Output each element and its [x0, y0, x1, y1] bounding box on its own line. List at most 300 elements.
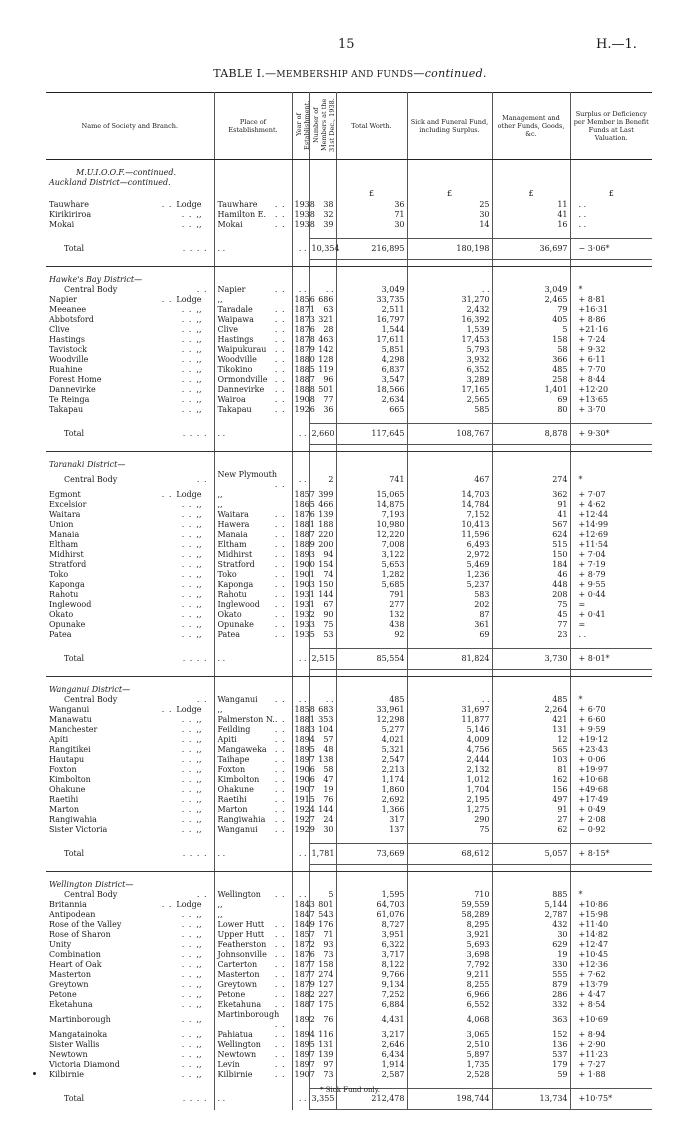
surplus-per-member: + 8·79 [578, 570, 606, 579]
surplus-per-member: + 7·70 [578, 365, 606, 374]
branch-name: Manchester ,, . . [46, 725, 214, 735]
spacer-cell [407, 670, 492, 677]
place-of-establishment: ,, [214, 910, 292, 920]
spacer-cell [407, 160, 492, 169]
table-row [46, 795, 652, 805]
table-row [46, 960, 652, 970]
place-of-establishment: Foxton . . [214, 765, 292, 775]
total-surplus: + 9·30* [570, 424, 652, 445]
total-worth: 1,282 [336, 570, 407, 580]
branch-type: ,, [196, 1060, 202, 1069]
management-fund: 11 [492, 200, 570, 210]
spacer-cell [336, 160, 407, 169]
surplus-per-member: +11·40 [578, 920, 609, 929]
total-worth: 30 [336, 220, 407, 230]
year-established: 1881 [292, 715, 309, 725]
branch-type: ,, [196, 550, 202, 559]
year-established: 1915 [292, 795, 309, 805]
place-of-establishment: Woodville . . [214, 355, 292, 365]
table-row [46, 315, 652, 325]
total-worth: 36 [336, 200, 407, 210]
total-worth: 16,797 [336, 315, 407, 325]
branch-type: ,, [196, 590, 202, 599]
member-count: 175 [309, 1000, 336, 1010]
total-worth: 7,193 [336, 510, 407, 520]
table-row [46, 950, 652, 960]
spacer-row [46, 640, 652, 649]
table-row [46, 1030, 652, 1040]
table-row [46, 920, 652, 930]
district-heading [46, 275, 652, 285]
place-of-establishment: Lower Hutt . . [214, 920, 292, 930]
management-fund: 330 [492, 960, 570, 970]
branch-type: ,, [196, 805, 202, 814]
branch-type: ,, [196, 1000, 202, 1009]
spacer-cell [492, 872, 570, 881]
management-fund: 179 [492, 1060, 570, 1070]
branch-name: Opunake ,, . . [46, 620, 214, 630]
management-fund: 432 [492, 920, 570, 930]
branch-name: Rahotu ,, . . [46, 590, 214, 600]
surplus-per-member: + 8·86 [578, 315, 606, 324]
sick-fund: 1,704 [407, 785, 492, 795]
table-row [46, 705, 652, 715]
branch-name: Masterton ,, . . [46, 970, 214, 980]
total-worth: 1,595 [336, 890, 407, 900]
table-row [46, 805, 652, 815]
total-year: . . [292, 649, 309, 670]
management-fund: 41 [492, 510, 570, 520]
surplus-per-member: +49·68 [578, 785, 609, 794]
branch-type: ,, [196, 1050, 202, 1059]
total-worth: 2,634 [336, 395, 407, 405]
year-established: . . [292, 470, 309, 490]
spacer-cell [292, 685, 309, 695]
spacer-cell [292, 260, 309, 267]
sick-fund: 31,270 [407, 295, 492, 305]
place-of-establishment: Petone . . [214, 990, 292, 1000]
branch-name: Tauwhare Lodge . . [46, 200, 214, 210]
central-body-row [46, 285, 652, 295]
spacer-cell [492, 880, 570, 890]
spacer-cell [46, 872, 214, 881]
spacer-cell [292, 460, 309, 470]
branch-name: Mangatainoka ,, . . [46, 1030, 214, 1040]
surplus-per-member: +16·31 [578, 305, 609, 314]
member-count: 353 [309, 715, 336, 725]
spacer-cell [336, 230, 407, 239]
spacer-cell [492, 445, 570, 452]
spacer-cell [407, 445, 492, 452]
member-count: 150 [309, 580, 336, 590]
currency-cell [309, 188, 336, 200]
year-established: 1887 [292, 1000, 309, 1010]
member-count: 220 [309, 530, 336, 540]
year-established: 1893 [292, 550, 309, 560]
spacer-cell [292, 230, 309, 239]
total-worth: 92 [336, 630, 407, 640]
sick-fund: 5,897 [407, 1050, 492, 1060]
sick-fund: 1,012 [407, 775, 492, 785]
branch-name: Victoria Diamond ,, . . [46, 1060, 214, 1070]
spacer-cell [570, 880, 652, 890]
surplus-per-member: + 4·47 [578, 990, 606, 999]
total-worth: 3,717 [336, 950, 407, 960]
year-established: 1892 [292, 1010, 309, 1030]
management-fund: 19 [492, 950, 570, 960]
total-worth: 277 [336, 600, 407, 610]
year-established: 1849 [292, 920, 309, 930]
management-fund: 1,401 [492, 385, 570, 395]
branch-type: ,, [196, 970, 202, 979]
surplus-per-member: +19·97 [578, 765, 609, 774]
member-count: 75 [309, 620, 336, 630]
year-established: 1929 [292, 825, 309, 835]
spacer-cell [214, 460, 292, 470]
year-established: 1880 [292, 355, 309, 365]
management-fund: 80 [492, 405, 570, 415]
total-surplus: +10·75* [570, 1089, 652, 1110]
spacer-cell [309, 230, 336, 239]
total-label: Total . . . . [46, 424, 214, 445]
year-established: 1881 [292, 520, 309, 530]
separator-row [46, 445, 652, 452]
total-worth: 64,703 [336, 900, 407, 910]
member-count: 801 [309, 900, 336, 910]
branch-type: ,, [196, 220, 202, 229]
col-header-name: Name of Society and Branch. [46, 93, 214, 160]
management-fund: 286 [492, 990, 570, 1000]
branch-type: ,, [196, 1015, 202, 1024]
table-row [46, 510, 652, 520]
place-of-establishment: Carterton . . [214, 960, 292, 970]
branch-name: Sister Wallis ,, . . [46, 1040, 214, 1050]
table-row [46, 560, 652, 570]
surplus-per-member: +11·23 [578, 1050, 609, 1059]
branch-name: Manawatu ,, . . [46, 715, 214, 725]
total-worth: 2,511 [336, 305, 407, 315]
branch-type: ,, [196, 325, 202, 334]
member-count: 74 [309, 570, 336, 580]
surplus-per-member: + 8·54 [578, 1000, 606, 1009]
spacer-cell [214, 275, 292, 285]
spacer-cell [407, 230, 492, 239]
branch-type: ,, [196, 570, 202, 579]
management-fund: 363 [492, 1010, 570, 1030]
place-of-establishment: Taihape . . [214, 755, 292, 765]
spacer-cell [336, 685, 407, 695]
management-fund: 45 [492, 610, 570, 620]
year-established: 1858 [292, 705, 309, 715]
spacer-cell [292, 835, 309, 844]
branch-name: Hastings ,, . . [46, 335, 214, 345]
total-row [46, 649, 652, 670]
place-of-establishment: Patea . . [214, 630, 292, 640]
year-established: 1897 [292, 1060, 309, 1070]
surplus-per-member: * [578, 890, 583, 899]
col-header-place: Place of Establishment. [214, 93, 292, 160]
total-worth: 216,895 [336, 239, 407, 260]
sick-fund: 2,195 [407, 795, 492, 805]
management-fund: 555 [492, 970, 570, 980]
district-heading [46, 460, 652, 470]
spacer-cell [292, 415, 309, 424]
sick-fund: 14 [407, 220, 492, 230]
total-members: 2,515 [309, 649, 336, 670]
surplus-per-member: + 8·44 [578, 375, 606, 384]
management-fund: 421 [492, 715, 570, 725]
year-established: 1900 [292, 560, 309, 570]
table-row [46, 375, 652, 385]
spacer-cell [214, 670, 292, 677]
table-row [46, 530, 652, 540]
sick-fund: 5,237 [407, 580, 492, 590]
table-row [46, 385, 652, 395]
central-body-row [46, 890, 652, 900]
year-established: 1857 [292, 930, 309, 940]
place-of-establishment: Dannevirke . . [214, 385, 292, 395]
total-worth: 5,851 [336, 345, 407, 355]
year-established: 1894 [292, 735, 309, 745]
surplus-per-member: +12·36 [578, 960, 609, 969]
member-count: 28 [309, 325, 336, 335]
sick-fund: . . [407, 695, 492, 705]
total-sick-fund: 180,198 [407, 239, 492, 260]
table-row [46, 295, 652, 305]
separator-row [46, 865, 652, 872]
district-heading-label: Wanganui District— [46, 685, 214, 695]
col-header-mgmt: Management and other Funds, Goods, &c. [492, 93, 570, 160]
branch-type: ,, [196, 715, 202, 724]
spacer-cell [292, 178, 309, 188]
branch-type: Lodge [176, 200, 202, 209]
member-count: 96 [309, 375, 336, 385]
year-established: 1876 [292, 950, 309, 960]
sick-fund: 5,469 [407, 560, 492, 570]
place-of-establishment: New Plymouth . . [214, 470, 292, 490]
member-count: 274 [309, 970, 336, 980]
member-count: 158 [309, 960, 336, 970]
stray-mark [33, 1072, 36, 1075]
currency-cell [292, 188, 309, 200]
surplus-per-member: * [578, 475, 583, 484]
district-heading-label: Wellington District— [46, 880, 214, 890]
spacer-row [46, 835, 652, 844]
branch-type: ,, [196, 745, 202, 754]
member-count: 36 [309, 405, 336, 415]
management-fund: 30 [492, 930, 570, 940]
spacer-cell [214, 178, 292, 188]
member-count: 188 [309, 520, 336, 530]
surplus-per-member: + 3·70 [578, 405, 606, 414]
table-row [46, 940, 652, 950]
total-worth: 665 [336, 405, 407, 415]
member-count: 104 [309, 725, 336, 735]
central-body-row [46, 470, 652, 490]
surplus-per-member: * [578, 695, 583, 704]
total-management-fund: 5,057 [492, 844, 570, 865]
table-row [46, 580, 652, 590]
place-of-establishment: Hastings . . [214, 335, 292, 345]
branch-type: ,, [196, 510, 202, 519]
branch-name: Petone ,, . . [46, 990, 214, 1000]
sick-fund: 1,539 [407, 325, 492, 335]
year-established: 1897 [292, 755, 309, 765]
management-fund: 75 [492, 600, 570, 610]
sick-fund: 8,295 [407, 920, 492, 930]
place-of-establishment: Manaia . . [214, 530, 292, 540]
year-established: 1931 [292, 600, 309, 610]
branch-type: Lodge [176, 295, 202, 304]
year-established: 1903 [292, 580, 309, 590]
management-fund: 537 [492, 1050, 570, 1060]
year-established: 1895 [292, 1040, 309, 1050]
spacer-cell [492, 230, 570, 239]
year-established: 1865 [292, 500, 309, 510]
spacer-cell [570, 670, 652, 677]
member-count: 399 [309, 490, 336, 500]
surplus-per-member: +10·45 [578, 950, 609, 959]
spacer-cell [292, 670, 309, 677]
spacer-cell [336, 275, 407, 285]
table-row [46, 785, 652, 795]
management-fund: 58 [492, 345, 570, 355]
branch-name: Union ,, . . [46, 520, 214, 530]
branch-type: ,, [196, 1040, 202, 1049]
place-of-establishment: Waipukurau . . [214, 345, 292, 355]
place-of-establishment: Upper Hutt . . [214, 930, 292, 940]
central-body-row [46, 695, 652, 705]
management-fund: 150 [492, 550, 570, 560]
spacer-cell [492, 452, 570, 461]
branch-type: ,, [196, 825, 202, 834]
member-count: 67 [309, 600, 336, 610]
table-row [46, 745, 652, 755]
table-row [46, 825, 652, 835]
spacer-cell [570, 835, 652, 844]
surplus-per-member: +23·43 [578, 745, 609, 754]
currency-cell: £ [492, 188, 570, 200]
spacer-cell [407, 267, 492, 276]
management-fund: 62 [492, 825, 570, 835]
branch-name: Eketahuna ,, . . [46, 1000, 214, 1010]
sick-fund: 6,966 [407, 990, 492, 1000]
surplus-per-member: + 8·94 [578, 1030, 606, 1039]
year-established: 1935 [292, 630, 309, 640]
branch-name: Sister Victoria ,, . . [46, 825, 214, 835]
surplus-per-member: . . [578, 220, 587, 229]
branch-name: Martinborough ,, . . [46, 1010, 214, 1030]
spacer-cell [570, 230, 652, 239]
separator-row [46, 260, 652, 267]
branch-name: Dannevirke ,, . . [46, 385, 214, 395]
total-worth: 3,049 [336, 285, 407, 295]
total-members: 1,781 [309, 844, 336, 865]
total-worth: 2,213 [336, 765, 407, 775]
total-worth: 5,277 [336, 725, 407, 735]
management-fund: 46 [492, 570, 570, 580]
branch-type: ,, [196, 530, 202, 539]
spacer-cell [292, 640, 309, 649]
total-worth: 3,217 [336, 1030, 407, 1040]
spacer-cell [46, 445, 214, 452]
surplus-per-member: +10·69 [578, 1015, 609, 1024]
branch-name: Ohakune ,, . . [46, 785, 214, 795]
table-row [46, 610, 652, 620]
branch-name: Unity ,, . . [46, 940, 214, 950]
total-worth: 6,884 [336, 1000, 407, 1010]
member-count: 73 [309, 950, 336, 960]
spacer-cell [309, 670, 336, 677]
spacer-cell [46, 640, 214, 649]
place-of-establishment: Kilbirnie . . [214, 1070, 292, 1080]
surplus-per-member: +17·49 [578, 795, 609, 804]
management-fund: 448 [492, 580, 570, 590]
table-row [46, 735, 652, 745]
place-of-establishment: Rangiwahia . . [214, 815, 292, 825]
year-established: 1895 [292, 745, 309, 755]
member-count: 144 [309, 590, 336, 600]
spacer-cell [309, 160, 336, 169]
management-fund: 69 [492, 395, 570, 405]
spacer-cell [214, 685, 292, 695]
year-established: . . [292, 285, 309, 295]
branch-type: ,, [196, 580, 202, 589]
branch-type: ,, [196, 1030, 202, 1039]
total-worth: 6,837 [336, 365, 407, 375]
branch-name: Rose of Sharon ,, . . [46, 930, 214, 940]
spacer-cell [407, 178, 492, 188]
table-row [46, 815, 652, 825]
management-fund: 79 [492, 305, 570, 315]
district-heading [46, 685, 652, 695]
sick-fund: 4,068 [407, 1010, 492, 1030]
branch-type: ,, [196, 980, 202, 989]
year-established: 1871 [292, 305, 309, 315]
place-of-establishment: ,, [214, 490, 292, 500]
branch-name: Abbotsford ,, . . [46, 315, 214, 325]
sick-fund: 4,756 [407, 745, 492, 755]
spacer-cell [46, 267, 214, 276]
member-count: 683 [309, 705, 336, 715]
total-members: 3,355 [309, 1089, 336, 1110]
branch-name: Newtown ,, . . [46, 1050, 214, 1060]
col-header-members: Number of Members at the 31st Dec., 1938. [309, 93, 336, 160]
place-of-establishment: Kaponga . . [214, 580, 292, 590]
year-established: 1888 [292, 385, 309, 395]
surplus-per-member: + 7·27 [578, 1060, 606, 1069]
member-count: 48 [309, 745, 336, 755]
total-worth: 132 [336, 610, 407, 620]
branch-type: ,, [196, 345, 202, 354]
total-worth: 3,122 [336, 550, 407, 560]
spacer-cell [492, 275, 570, 285]
table-row [46, 365, 652, 375]
table-row [46, 600, 652, 610]
total-worth: 8,122 [336, 960, 407, 970]
surplus-per-member: +12·47 [578, 940, 609, 949]
surplus-per-member: +12·44 [578, 510, 609, 519]
branch-type: ,, [196, 540, 202, 549]
surplus-per-member: + 9·32 [578, 345, 606, 354]
place-of-establishment: Okato . . [214, 610, 292, 620]
total-row [46, 239, 652, 260]
branch-name: Woodville ,, . . [46, 355, 214, 365]
spacer-cell [46, 677, 214, 686]
table-row [46, 395, 652, 405]
spacer-cell [292, 452, 309, 461]
place-of-establishment: Taradale . . [214, 305, 292, 315]
